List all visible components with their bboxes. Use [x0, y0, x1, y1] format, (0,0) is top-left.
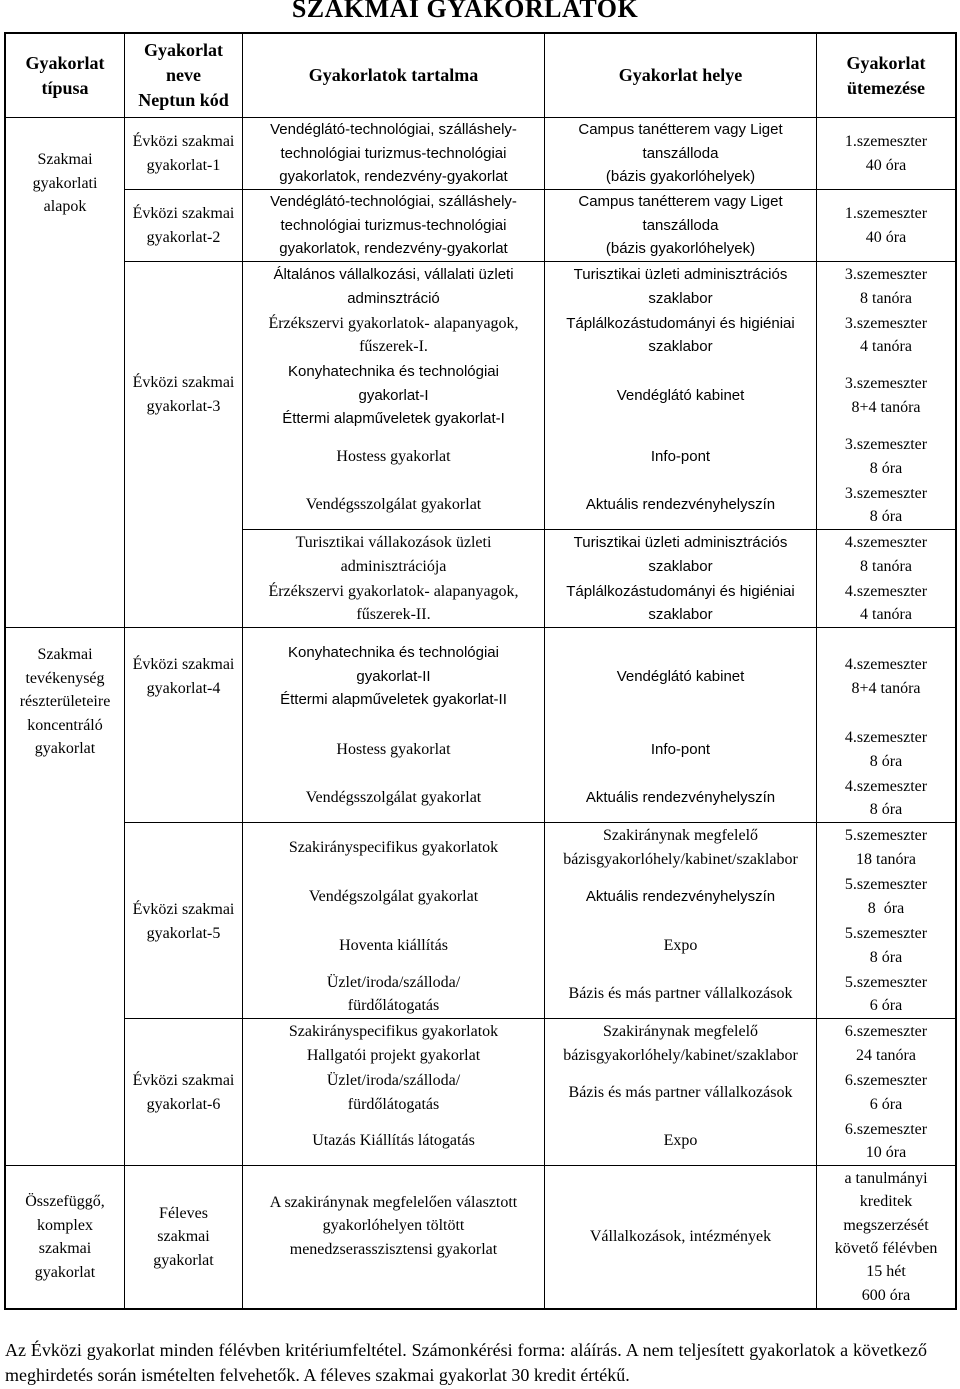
schedule-cell: 3.szemeszter 4 tanóra: [844, 314, 928, 355]
header-content: Gyakorlatok tartalma: [243, 34, 545, 118]
place-cell: Campus tanétterem vagy Liget tanszálloda (bázis gyakorlóhelyek): [545, 118, 817, 190]
place-cell: Info-pont: [545, 432, 817, 481]
name-cell: Évközi szakmai gyakorlat-3: [125, 262, 243, 628]
place-cell: Aktuális rendezvényhelyszín: [545, 481, 817, 530]
place-cell: Szakiránynak megfelelő bázisgyakorlóhely/kabinet/szaklabor: [545, 1019, 817, 1068]
schedule-cell: 4.szemeszter 8+4 tanóra: [844, 656, 928, 697]
name-cell: Évközi szakmai gyakorlat-2: [125, 190, 243, 262]
practice-table: [4, 32, 957, 1310]
place-cell: Turisztikai üzleti adminisztrációs szaklabor: [545, 530, 817, 579]
schedule-cell: 3.szemeszter 8+4 tanóra: [844, 375, 928, 416]
header-name: Gyakorlat neve Neptun kód: [125, 34, 243, 118]
footnote: Az Évközi gyakorlat minden félévben kritériumfeltétel. Számonkérési forma: aláírás. A nem teljesített gyakorlatok a következő meghirdetés során ismételten felvehetők. A féleves szakmai gyakorlat 30 kredit értékű.: [5, 1340, 927, 1385]
schedule-cell: 4.szemeszter 4 tanóra: [817, 579, 955, 628]
content-cell: Hoventa kiállítás: [243, 921, 545, 970]
content-cell: Hostess gyakorlat: [243, 725, 545, 774]
header-place: Gyakorlat helye: [545, 34, 817, 118]
place-cell: Bázis és más partner vállalkozások: [545, 970, 817, 1019]
place-cell: Táplálkozástudományi és higiéniai szaklabor: [545, 579, 817, 628]
schedule-cell: 4.szemeszter 8 óra: [844, 729, 928, 770]
place-cell: Aktuális rendezvényhelyszín: [545, 774, 817, 823]
header-schedule: Gyakorlat ütemezése: [817, 34, 955, 118]
name-cell: Féleves szakmai gyakorlat: [125, 1166, 243, 1308]
place-cell: Turisztikai üzleti adminisztrációs szaklabor: [545, 262, 817, 311]
schedule-cell: 4.szemeszter 8 óra: [817, 774, 955, 823]
place-cell: Info-pont: [545, 725, 817, 774]
name-cell: Évközi szakmai gyakorlat-4: [125, 628, 243, 823]
page-title: SZAKMAI GYAKORLATOK: [291, 0, 639, 23]
content-cell: Konyhatechnika és technológiai gyakorlat-II Éttermi alapműveletek gyakorlat-II: [243, 628, 545, 725]
place-cell: Campus tanétterem vagy Liget tanszálloda (bázis gyakorlóhelyek): [545, 190, 817, 262]
schedule-cell: 1.szemeszter 40 óra: [817, 190, 955, 262]
schedule-cell: 6.szemeszter 24 tanóra: [844, 1023, 928, 1064]
place-cell: Táplálkozástudományi és higiéniai szaklabor: [545, 311, 817, 359]
content-cell: Utazás Kiállítás látogatás: [243, 1117, 545, 1166]
schedule-cell: 6.szemeszter 6 óra: [844, 1072, 928, 1113]
name-cell: Évközi szakmai gyakorlat-1: [125, 118, 243, 190]
type-cell: Szakmai gyakorlati alapok: [6, 118, 125, 628]
place-cell: Expo: [545, 921, 817, 970]
content-cell: Szakirányspecifikus gyakorlatok Hallgatói projekt gyakorlat: [243, 1019, 545, 1068]
content-cell: Vendéglátó-technológiai, szálláshely- technológiai turizmus-technológiai gyakorlatok, rendezvény-gyakorlat: [243, 118, 545, 190]
schedule-cell: 5.szemeszter 8 óra: [844, 876, 928, 917]
content-cell: Általános vállalkozási, vállalati üzleti adminsztráció: [243, 262, 545, 311]
schedule-cell: 6.szemeszter 10 óra: [817, 1117, 955, 1166]
content-cell: Üzlet/iroda/szálloda/ fürdőlátogatás: [243, 970, 545, 1019]
place-cell: Aktuális rendezvényhelyszín: [545, 872, 817, 921]
place-cell: Vállalkozások, intézmények: [545, 1166, 817, 1308]
name-cell: Évközi szakmai gyakorlat-6: [125, 1019, 243, 1166]
schedule-cell: 3.szemeszter 8 tanóra: [844, 266, 928, 307]
schedule-cell: 4.szemeszter 8 tanóra: [844, 534, 928, 575]
schedule-cell: 5.szemeszter 6 óra: [817, 970, 955, 1019]
place-cell: Vendéglátó kabinet: [545, 628, 817, 725]
content-cell: Konyhatechnika és technológiai gyakorlat-I Éttermi alapműveletek gyakorlat-I: [243, 359, 545, 432]
content-cell: Vendégsszolgálat gyakorlat: [243, 481, 545, 530]
type-cell: Szakmai tevékenység részterületeire koncentráló gyakorlat: [6, 628, 125, 1166]
schedule-cell: 5.szemeszter 18 tanóra: [844, 827, 928, 868]
place-cell: Vendéglátó kabinet: [545, 359, 817, 432]
schedule-cell: 3.szemeszter 8 óra: [817, 481, 955, 530]
content-cell: Hostess gyakorlat: [243, 432, 545, 481]
schedule-cell: 5.szemeszter 8 óra: [844, 925, 928, 966]
name-cell: Évközi szakmai gyakorlat-5: [125, 823, 243, 1019]
place-cell: Expo: [545, 1117, 817, 1166]
content-cell: Vendégsszolgálat gyakorlat: [243, 774, 545, 823]
schedule-cell: 3.szemeszter 8 óra: [844, 436, 928, 477]
content-cell: Vendégszolgálat gyakorlat: [243, 872, 545, 921]
schedule-cell: a tanulmányi kreditek megszerzését követő félévben 15 hét 600 óra: [834, 1170, 938, 1304]
content-cell: Érzékszervi gyakorlatok- alapanyagok, fűszerek-I.: [243, 311, 545, 359]
content-cell: Turisztikai vállakozások üzleti adminisztrációja: [243, 530, 545, 579]
type-cell: Összefüggő, komplex szakmai gyakorlat: [6, 1166, 125, 1308]
content-cell: Érzékszervi gyakorlatok- alapanyagok, fűszerek-II.: [243, 579, 545, 628]
header-type: Gyakorlat típusa: [6, 34, 125, 118]
content-cell: Vendéglátó-technológiai, szálláshely- technológiai turizmus-technológiai gyakorlatok, rendezvény-gyakorlat: [243, 190, 545, 262]
place-cell: Szakiránynak megfelelő bázisgyakorlóhely/kabinet/szaklabor: [545, 823, 817, 872]
place-cell: Bázis és más partner vállalkozások: [545, 1068, 817, 1117]
schedule-cell: 1.szemeszter 40 óra: [817, 118, 955, 190]
content-cell: A szakiránynak megfelelően választott gyakorlóhelyen töltött menedzserasszisztensi gyakorlat: [243, 1166, 545, 1308]
content-cell: Üzlet/iroda/szálloda/ fürdőlátogatás: [243, 1068, 545, 1117]
content-cell: Szakirányspecifikus gyakorlatok: [243, 823, 545, 872]
